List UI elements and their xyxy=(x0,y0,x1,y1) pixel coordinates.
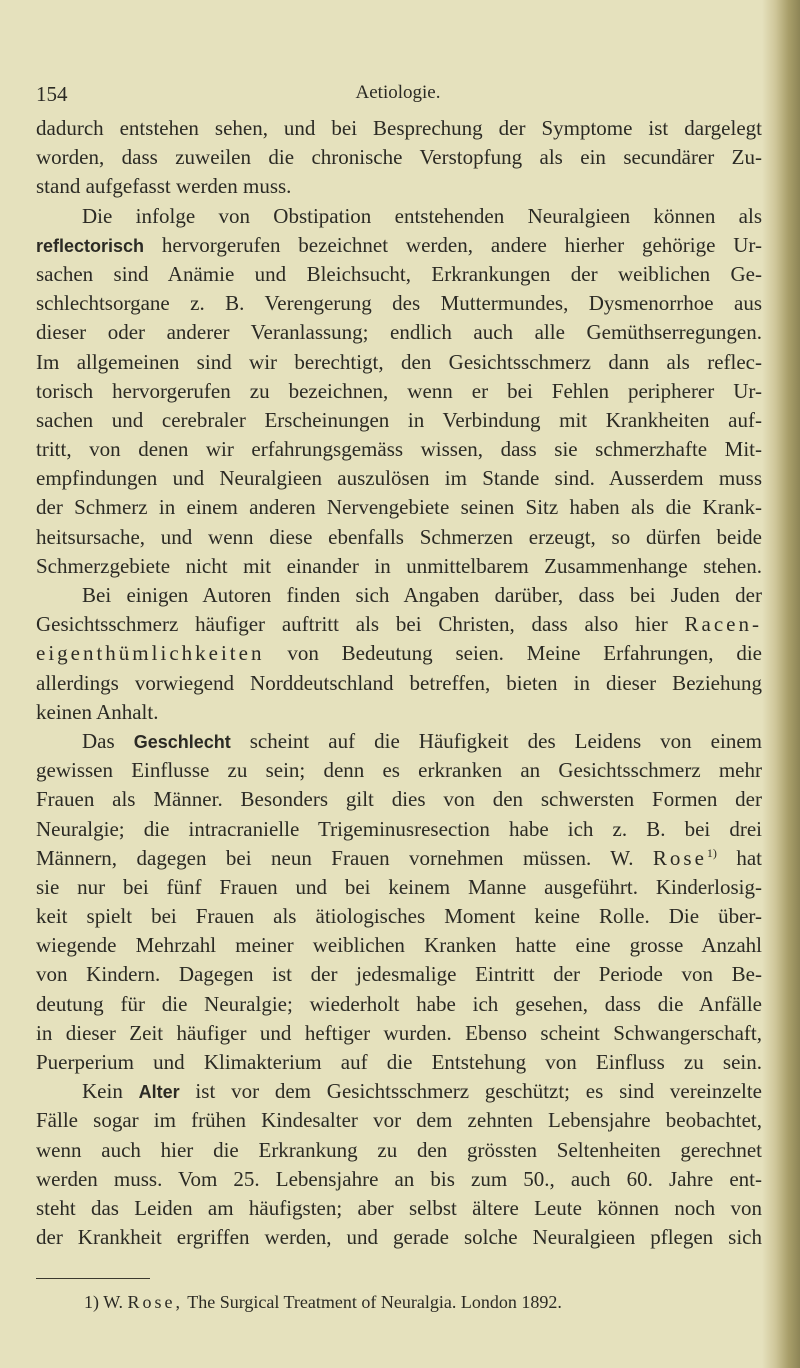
text-line xyxy=(36,581,762,610)
text-segment: sachen und cerebraler Erscheinungen in Verbindung mit Krankheiten auf- xyxy=(36,407,762,432)
footnote xyxy=(84,1292,562,1313)
text-segment: steht das Leiden am häufigsten; aber selbst ältere Leute können noch von xyxy=(36,1195,762,1220)
text-line xyxy=(36,1106,762,1135)
spaced-text: Racen- xyxy=(684,612,762,637)
text-line xyxy=(36,815,762,844)
text-line xyxy=(36,1194,762,1223)
text-segment: Männern, dagegen bei neun Frauen vornehmen müssen. W. xyxy=(36,845,653,870)
bold-keyword: Alter xyxy=(138,1082,180,1103)
text-line xyxy=(36,756,762,785)
page-header xyxy=(36,82,760,110)
text-line xyxy=(36,639,762,668)
text-line xyxy=(36,172,762,201)
text-segment: Neuralgie; die intracranielle Trigeminusresection habe ich z. B. bei drei xyxy=(36,816,762,841)
text-line xyxy=(36,669,762,698)
footnote-author: Rose, xyxy=(127,1292,184,1312)
text-segment: hervorgerufen bezeichnet werden, andere hierher gehörige Ur- xyxy=(144,232,762,257)
footnote-rule xyxy=(36,1278,150,1279)
text-segment: dieser oder anderer Veranlassung; endlich auch alle Gemüthserregungen. xyxy=(36,320,762,345)
text-segment: sie nur bei fünf Frauen und bei keinem Manne ausgeführt. Kinderlosig- xyxy=(36,874,762,899)
bold-keyword: Geschlecht xyxy=(133,731,231,752)
text-line xyxy=(36,1077,762,1106)
text-line xyxy=(36,1223,762,1252)
text-segment: Frauen als Männer. Besonders gilt dies von den schwersten Formen der xyxy=(36,787,762,812)
text-line xyxy=(36,202,762,231)
text-segment: Gesichtsschmerz häufiger auftritt als bei Christen, dass also hier xyxy=(36,612,685,637)
text-line xyxy=(36,143,762,172)
text-segment: in dieser Zeit häufiger und heftiger wurden. Ebenso scheint Schwangerschaft, xyxy=(36,1020,762,1045)
text-line xyxy=(36,698,762,727)
text-segment: Im allgemeinen sind wir berechtigt, den Gesichtsschmerz dann als reflec- xyxy=(36,349,762,374)
text-line xyxy=(36,1048,762,1077)
text-segment: stand aufgefasst werden muss. xyxy=(36,174,292,199)
text-line xyxy=(36,1136,762,1165)
book-binding-shadow xyxy=(762,0,800,1368)
text-line xyxy=(36,464,762,493)
text-line xyxy=(36,318,762,347)
text-segment: tritt, von denen wir erfahrungsgemäss wissen, dass sie schmerzhafte Mit- xyxy=(36,437,762,462)
text-line xyxy=(36,610,762,639)
footnote-author-initial: W. xyxy=(103,1292,124,1312)
text-line xyxy=(36,960,762,989)
body-text xyxy=(36,114,762,1252)
spaced-text: eigenthümlichkeiten xyxy=(36,641,265,666)
text-line xyxy=(36,990,762,1019)
text-segment: worden, dass zuweilen die chronische Verstopfung als ein secundärer Zu- xyxy=(36,145,762,170)
text-line xyxy=(36,523,762,552)
text-line xyxy=(36,493,762,522)
text-line xyxy=(36,377,762,406)
text-segment: keit spielt bei Frauen als ätiologisches Moment keine Rolle. Die über- xyxy=(36,904,762,929)
text-segment: allerdings vorwiegend Norddeutschland betreffen, bieten in dieser Beziehung xyxy=(36,670,762,695)
text-segment: Bei einigen Autoren finden sich Angaben darüber, dass bei Juden der xyxy=(82,583,762,607)
text-segment: deutung für die Neuralgie; wiederholt habe ich gesehen, dass die Anfälle xyxy=(36,991,762,1016)
text-segment: Schmerzgebiete nicht mit einander in unmittelbarem Zusammenhange stehen. xyxy=(36,553,762,578)
spaced-text: Rose xyxy=(652,845,707,870)
text-segment: Die infolge von Obstipation entstehenden Neuralgieen können als xyxy=(82,203,762,228)
text-line xyxy=(36,1019,762,1048)
text-line xyxy=(36,931,762,960)
text-segment: ist vor dem Gesichtsschmerz geschützt; es sind vereinzelte xyxy=(179,1079,762,1104)
footnote-marker: 1) xyxy=(84,1292,99,1312)
text-segment: scheint auf die Häufigkeit des Leidens von einem xyxy=(230,728,762,753)
text-line xyxy=(36,873,762,902)
text-line xyxy=(36,552,762,581)
text-line xyxy=(36,348,762,377)
text-segment: empfindungen und Neuralgieen auszulösen im Stande sind. Ausserdem muss xyxy=(36,466,762,491)
text-segment: schlechtsorgane z. B. Verengerung des Muttermundes, Dysmenorrhoe aus xyxy=(36,291,762,316)
text-segment: wiegende Mehrzahl meiner weiblichen Kranken hatte eine grosse Anzahl xyxy=(36,933,762,958)
text-line xyxy=(36,1165,762,1194)
footnote-text: The Surgical Treatment of Neuralgia. London 1892. xyxy=(187,1292,562,1312)
text-segment: hat xyxy=(716,845,762,870)
text-line xyxy=(36,902,762,931)
text-segment: heitsursache, und wenn diese ebenfalls Schmerzen erzeugt, so dürfen beide xyxy=(36,524,762,549)
text-line xyxy=(36,844,762,873)
text-segment: Fälle sogar im frühen Kindesalter vor dem zehnten Lebensjahre beobachtet, xyxy=(36,1108,762,1133)
text-segment: wenn auch hier die Erkrankung zu den grössten Seltenheiten gerechnet xyxy=(36,1137,762,1162)
footnote-reference: 1) xyxy=(706,845,717,860)
text-line xyxy=(36,114,762,143)
text-line xyxy=(36,727,762,756)
text-segment: Das xyxy=(82,728,134,753)
text-segment: sachen sind Anämie und Bleichsucht, Erkrankungen der weiblichen Ge- xyxy=(36,261,762,286)
running-title: Aetiologie. xyxy=(355,82,441,103)
page-number: 154 xyxy=(36,82,68,106)
text-line xyxy=(36,231,762,260)
text-segment: keinen Anhalt. xyxy=(36,699,159,724)
text-segment: gewissen Einflusse zu sein; denn es erkranken an Gesichtsschmerz mehr xyxy=(36,758,762,783)
bold-keyword: reflectorisch xyxy=(36,235,145,256)
text-segment: der Krankheit ergriffen werden, und gerade solche Neuralgieen pflegen sich xyxy=(36,1225,762,1250)
text-line xyxy=(36,785,762,814)
text-line xyxy=(36,289,762,318)
text-segment: Puerperium und Klimakterium auf die Entstehung von Einfluss zu sein. xyxy=(36,1050,762,1074)
text-segment: werden muss. Vom 25. Lebensjahre an bis zum 50., auch 60. Jahre ent- xyxy=(36,1166,762,1191)
text-segment: der Schmerz in einem anderen Nervengebiete seinen Sitz haben als die Krank- xyxy=(36,495,762,520)
text-line xyxy=(36,435,762,464)
text-line xyxy=(36,406,762,435)
text-segment: von Bedeutung seien. Meine Erfahrungen, die xyxy=(264,641,762,666)
text-line xyxy=(36,260,762,289)
text-segment: Kein xyxy=(82,1079,139,1104)
text-segment: dadurch entstehen sehen, und bei Besprechung der Symptome ist dargelegt xyxy=(36,116,762,140)
text-segment: von Kindern. Dagegen ist der jedesmalige Eintritt der Periode von Be- xyxy=(36,962,762,987)
text-segment: torisch hervorgerufen zu bezeichnen, wenn er bei Fehlen peripherer Ur- xyxy=(36,378,762,403)
